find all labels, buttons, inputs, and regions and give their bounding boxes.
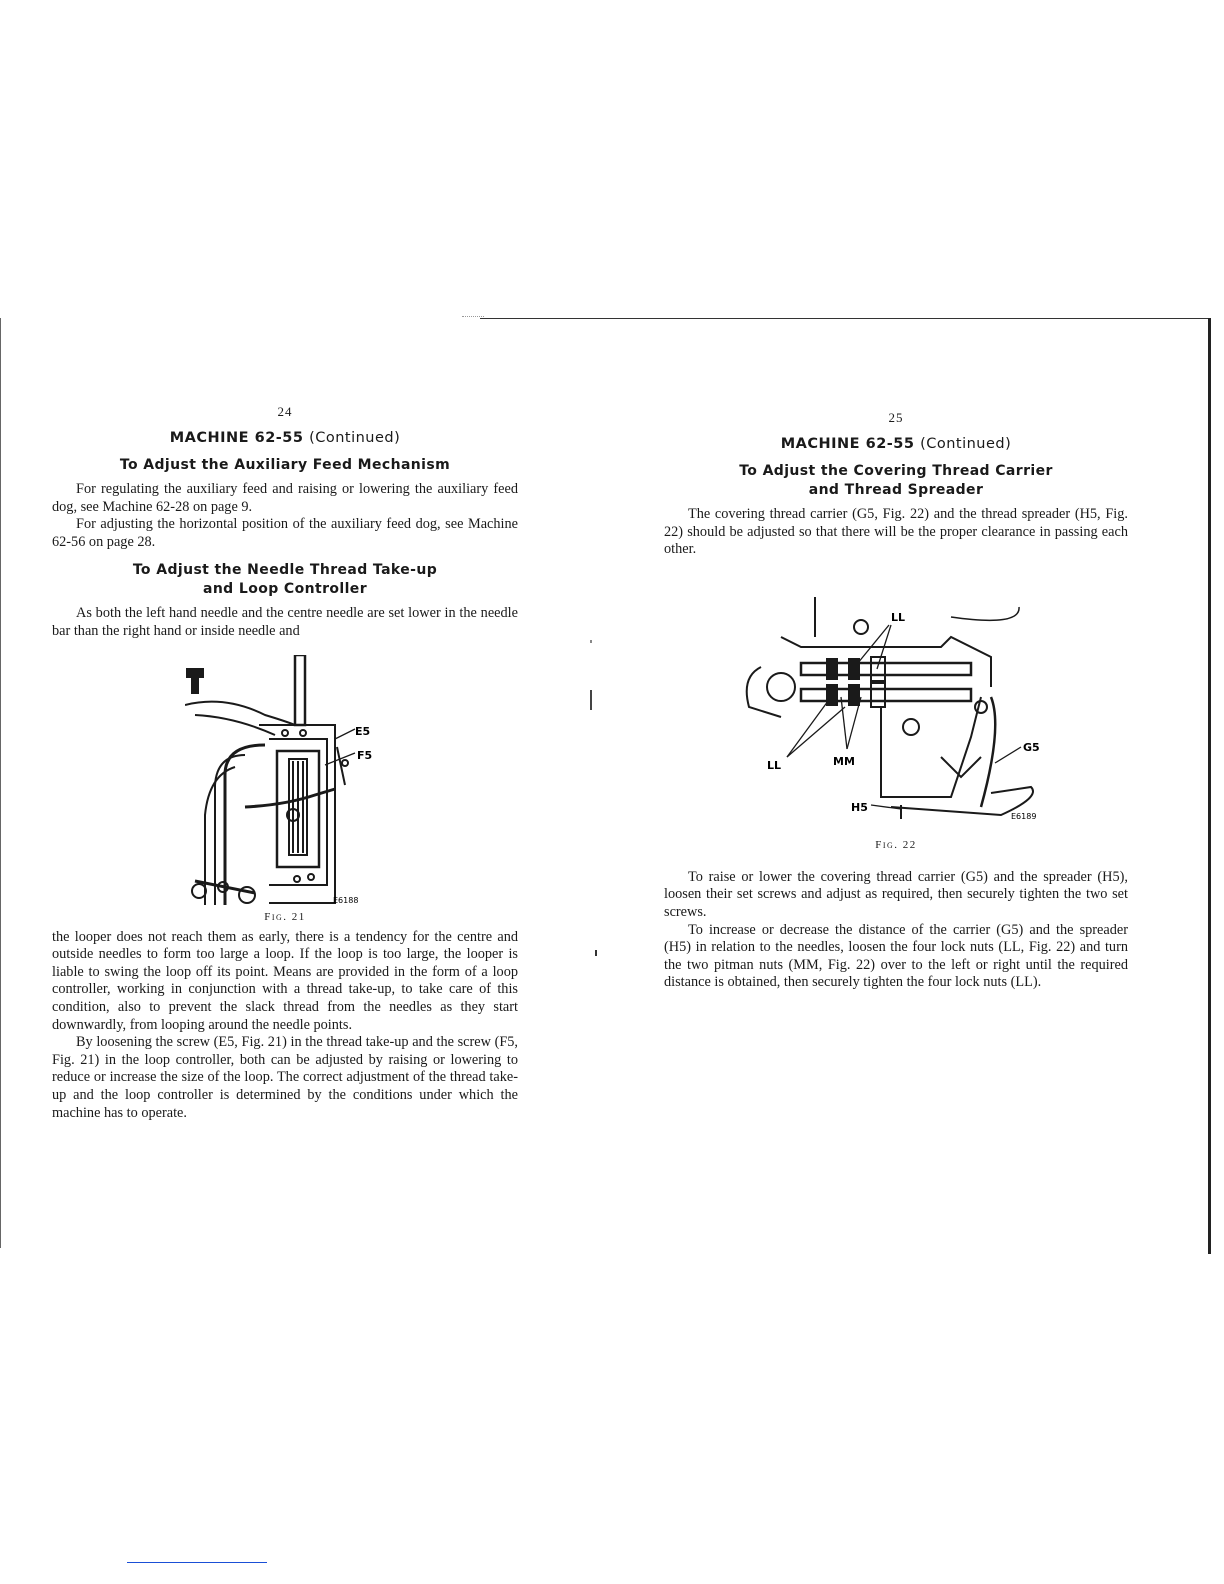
- bottom-link-rule: [127, 1562, 267, 1563]
- figure-22: [741, 597, 1051, 837]
- gutter-speck: [590, 640, 592, 643]
- subhead-line: and Loop Controller: [202, 581, 368, 598]
- top-rule: [480, 318, 1210, 319]
- figure-label-f5: F5: [357, 748, 373, 762]
- subhead-line: To Adjust the Needle Thread Take-up: [132, 562, 438, 579]
- left-page-edge: [0, 318, 1, 1248]
- right-page: [664, 400, 1128, 992]
- subhead-line: and Thread Spreader: [808, 482, 984, 498]
- section-title-text: MACHINE 62-55: [169, 430, 304, 446]
- subhead-covering-thread-carrier: [664, 462, 1128, 500]
- top-rule-dots: [462, 316, 484, 317]
- figure-label-ll-top: LL: [891, 610, 906, 624]
- page-number: 25: [888, 410, 904, 425]
- paragraph: For regulating the auxiliary feed and raising or lowering the auxiliary feed dog, see Machine 62-28 on page 9.: [52, 481, 518, 515]
- subhead-line: To Adjust the Covering Thread Carrier: [739, 463, 1053, 479]
- figure-code: E6188: [333, 895, 359, 905]
- section-title-suffix: (Continued): [309, 430, 401, 446]
- right-page-edge: [1208, 318, 1211, 1254]
- figure-label-g5: G5: [1023, 740, 1040, 754]
- paragraph: The covering thread carrier (G5, Fig. 22) and the thread spreader (H5, Fig. 22) should be adjusted so that there will be the proper clearance in passing each other.: [664, 506, 1128, 558]
- figure-label-h5: H5: [851, 800, 868, 814]
- figure-label-e5: E5: [355, 724, 371, 738]
- figure-22-illustration: [741, 597, 1051, 837]
- section-title: [664, 436, 1128, 452]
- paragraph: To increase or decrease the distance of the carrier (G5) and the spreader (H5) in relation to the needles, loosen the four lock nuts (LL, Fig. 22) and turn the two pitman nuts (MM, Fig. 22) over to the left or right until the required distance is obtained, then securely tighten the four lock nuts (LL).: [664, 921, 1128, 991]
- section-title-text: MACHINE 62-55: [780, 436, 915, 452]
- page-number: 24: [277, 404, 293, 419]
- paragraph: By loosening the screw (E5, Fig. 21) in the thread take-up and the screw (F5, Fig. 21) in the loop controller, both can be adjusted by raising or lowering to reduce or increase the size of the loop. The correct adjustment of the thread take-up and the loop controller is determined by the conditions under which the machine has to operate.: [52, 1034, 518, 1121]
- paragraph: the looper does not reach them as early, there is a tendency for the centre and outside needles to form too large a loop. If the loop is too large, the looper is liable to swing the loop off its point. Means are provided in the form of a loop controller, working in conjunction with a thread take-up, to take care of this condition, also to prevent the slack thread from the needles as they start downwardly, from looping around the needle points.: [52, 928, 518, 1033]
- left-page: [52, 400, 518, 1122]
- figure-caption: Fig. 21: [264, 910, 306, 923]
- section-title: [52, 430, 518, 446]
- subhead-auxiliary-feed: To Adjust the Auxiliary Feed Mechanism: [119, 457, 451, 473]
- figure-label-mm: MM: [833, 754, 855, 768]
- figure-code: E6189: [1011, 811, 1037, 821]
- paragraph: For adjusting the horizontal position of the auxiliary feed dog, see Machine 62-56 on page 28.: [52, 516, 518, 550]
- section-title-suffix: (Continued): [920, 436, 1012, 452]
- gutter-speck: [590, 690, 592, 710]
- figure-label-ll-left: LL: [767, 758, 782, 772]
- paragraph: To raise or lower the covering thread carrier (G5) and the spreader (H5), loosen their set screws and adjust as required, then securely tighten the two set screws.: [664, 868, 1128, 920]
- figure-21: [185, 655, 385, 909]
- paragraph: As both the left hand needle and the centre needle are set lower in the needle bar than the right hand or inside needle and: [52, 605, 518, 639]
- figure-21-illustration: [185, 655, 385, 909]
- figure-caption: Fig. 22: [875, 838, 917, 851]
- gutter-speck: [595, 950, 597, 956]
- subhead-needle-thread-take-up: [52, 561, 518, 599]
